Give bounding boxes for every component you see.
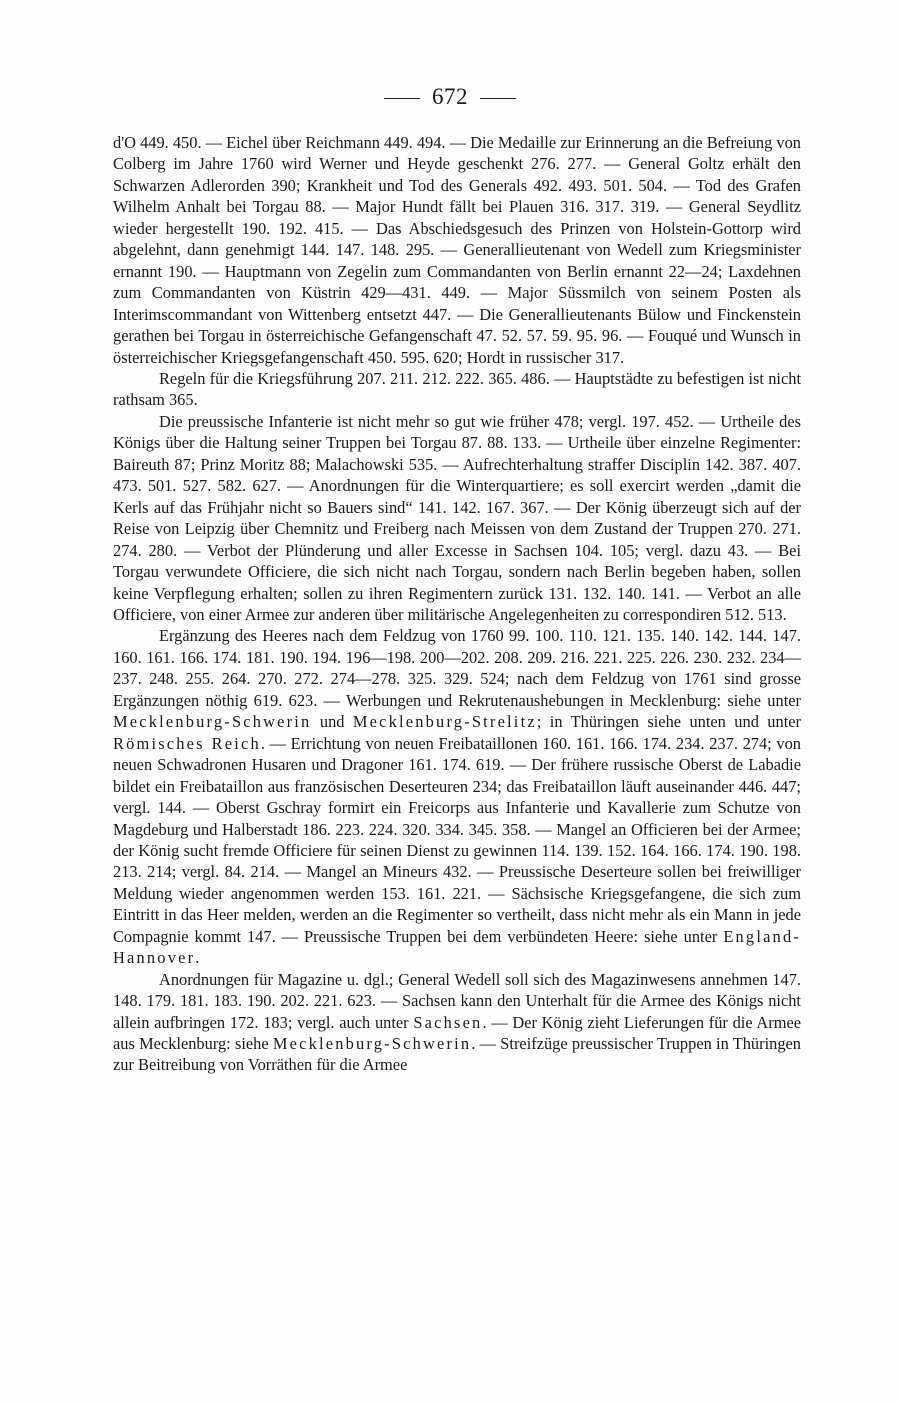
paragraph-text: Anordnungen für Magazine u. dgl.; General Wedell soll sich des Magazinwesens annehmen 147. 148. 179. 181. 183. 190. 202. 221. 623. — Sachsen kann den Unterhalt für die Armee des Königs nicht allein aufbringen 172. 183; vergl. auch unter: [113, 969, 801, 1032]
spaced-index-term: Sachsen: [413, 1012, 483, 1032]
header-rule-left: [384, 98, 420, 99]
index-paragraph: [113, 132, 801, 368]
index-paragraph: [113, 969, 801, 1076]
paragraph-text: Regeln für die Kriegsführung 207. 211. 212. 222. 365. 486. — Hauptstädte zu befestigen ist nicht rathsam 365.: [113, 368, 801, 410]
paragraph-text: .: [195, 948, 200, 968]
paragraph-text: . — Streifzüge preussischer Truppen in Thüringen zur Beitreibung von Vorräthen für die Armee: [113, 1034, 801, 1075]
index-text-body: [113, 132, 801, 1076]
paragraph-text: . — Der König zieht Lieferungen für die Armee aus Mecklenburg: siehe: [113, 1012, 801, 1054]
paragraph-text: und: [311, 712, 353, 732]
paragraph-text: ; in Thüringen siehe unten und unter: [536, 712, 801, 732]
spaced-index-term: England-Hannover: [113, 926, 801, 968]
paragraph-text: Ergänzung des Heeres nach dem Feldzug von 1760 99. 100. 110. 121. 135. 140. 142. 144. 147. 160. 161. 166. 174. 181. 190. 194. 196—198. 200—202. 208. 209. 216. 221. 225. 226. 230. 232. 234—237. 248. 255. 264. 270. 272. 274—278. 325. 329. 524; nach dem Feldzug von 1761 sind grosse Ergänzungen nöthig 619. 623. — Werbungen und Rekrutenaushebungen in Mecklenburg: siehe unter: [113, 626, 801, 710]
paragraph-text: . — Errichtung von neuen Freibataillonen 160. 161. 166. 174. 234. 237. 274; von neuen Schwadronen Husaren und Dragoner 161. 174. 619. — Der frühere russische Oberst de Labadie bildet ein Freibataillon aus französischen Deserteuren 234; das Freibataillon läuft auseinander 446. 447; vergl. 144. — Oberst Gschray formirt ein Freicorps aus Infanterie und Kavallerie zum Schutze von Magdeburg und Halberstadt 186. 223. 224. 320. 334. 345. 358. — Mangel an Officieren bei der Armee; der König sucht fremde Officiere für seinen Dienst zu gewinnen 114. 139. 152. 164. 166. 174. 190. 198. 213. 214; vergl. 84. 214. — Mangel an Mineurs 432. — Preussische Deserteure sollen bei freiwilliger Meldung wieder angenommen werden 153. 161. 221. — Sächsische Kriegsgefangene, die sich zum Eintritt in das Heer melden, werden an die Regimenter so vertheilt, dass nicht mehr als ein Mann in jede Compagnie kommt 147. — Preussische Truppen bei dem verbündeten Heere: siehe unter: [113, 733, 801, 946]
index-paragraph: [113, 625, 801, 968]
index-paragraph: [113, 368, 801, 411]
spaced-index-term: Mecklenburg-Schwerin: [272, 1034, 472, 1054]
paragraph-text: Die preussische Infanterie ist nicht mehr so gut wie früher 478; vergl. 197. 452. — Urtheile des Königs über die Haltung seiner Truppen bei Torgau 87. 88. 133. — Urtheile über einzelne Regimenter: Baireuth 87; Prinz Moritz 88; Malachowski 535. — Aufrechterhaltung straffer Disciplin 142. 387. 407. 473. 501. 527. 582. 627. — Anordnungen für die Winterquartiere; es soll exercirt werden „damit die Kerls auf das Frühjahr nicht so Bauers sind“ 141. 142. 167. 367. — Der König überzeugt sich auf der Reise von Leipzig über Chemnitz und Freiberg nach Meissen von dem Zustand der Truppen 270. 271. 274. 280. — Verbot der Plünderung und aller Excesse in Sachsen 104. 105; vergl. dazu 43. — Bei Torgau verwundete Officiere, die sich nicht nach Torgau, sondern nach Berlin begeben haben, sollen keine Verpflegung erhalten; sollen zu ihren Regimentern zurück 131. 132. 140. 141. — Verbot an alle Officiere, von einer Armee zur anderen über militärische Angelegenheiten zu correspondiren 512. 513.: [113, 411, 801, 624]
page-header: [0, 84, 900, 110]
index-paragraph: [113, 411, 801, 626]
header-rule-right: [480, 98, 516, 99]
spaced-index-term: Mecklenburg-Strelitz: [352, 712, 537, 732]
page-number: 672: [432, 84, 468, 109]
spaced-index-term: Römisches Reich: [113, 733, 261, 753]
paragraph-text: d'O 449. 450. — Eichel über Reichmann 449. 494. — Die Medaille zur Erinnerung an die Befreiung von Colberg im Jahre 1760 wird Werner und Heyde geschenkt 276. 277. — General Goltz erhält den Schwarzen Adlerorden 390; Krankheit und Tod des Generals 492. 493. 501. 504. — Tod des Grafen Wilhelm Anhalt bei Torgau 88. — Major Hundt fällt bei Plauen 316. 317. 319. — General Seydlitz wieder hergestellt 190. 192. 415. — Das Abschiedsgesuch des Prinzen von Holstein-Gottorp wird abgelehnt, dann genehmigt 144. 147. 148. 295. — Generallieutenant von Wedell zum Kriegsminister ernannt 190. — Hauptmann von Zegelin zum Commandanten von Berlin ernannt 22—24; Laxdehnen zum Commandanten von Küstrin 429—431. 449. — Major Süssmilch von seinem Posten als Interimscommandant von Wittenberg entsetzt 447. — Die Generallieutenants Bülow und Finckenstein gerathen bei Torgau in österreichische Gefangenschaft 47. 52. 57. 59. 95. 96. — Fouqué und Wunsch in österreichischer Kriegsgefangenschaft 450. 595. 620; Hordt in russischer 317.: [113, 133, 801, 367]
spaced-index-term: Mecklenburg-Schwerin: [113, 712, 312, 732]
